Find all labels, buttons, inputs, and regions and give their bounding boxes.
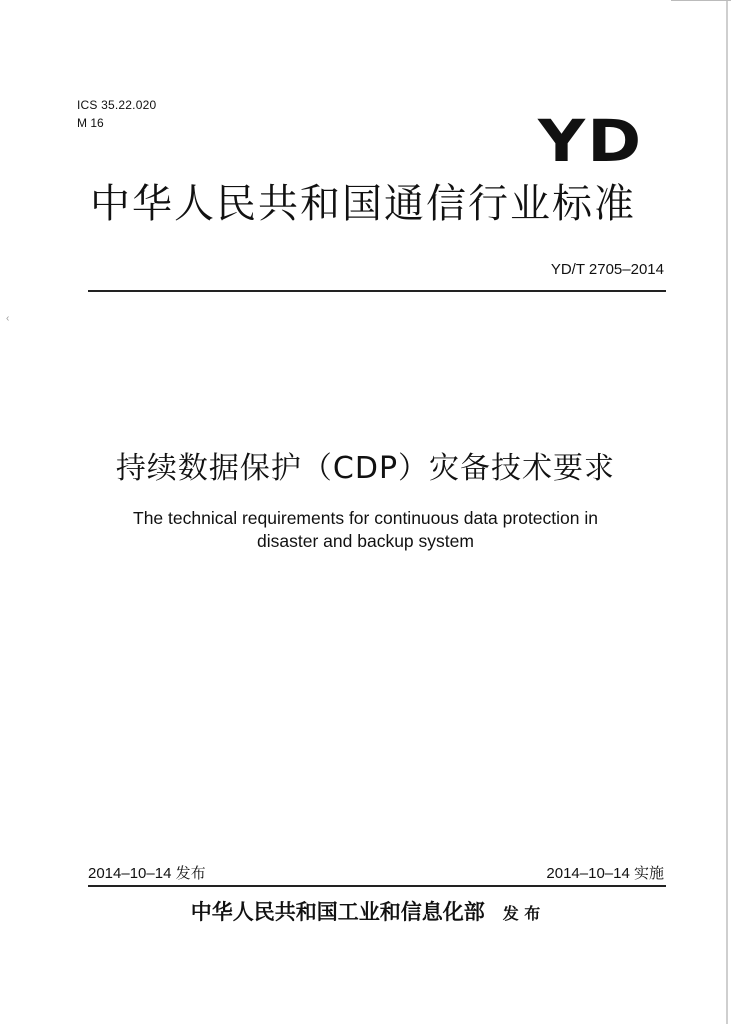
standard-number: YD/T 2705–2014	[550, 261, 664, 278]
yd-logo: YD	[538, 107, 644, 175]
document-title-chinese: 持续数据保护（CDP）灾备技术要求	[115, 451, 616, 486]
implementation-date: 2014–10–14 实施	[546, 865, 664, 882]
header-divider	[88, 290, 666, 292]
page-edge-mark	[671, 0, 731, 1]
english-title-line-1: The technical requirements for continuous data protection in	[133, 508, 598, 528]
scan-mark: ‹	[6, 313, 10, 324]
footer-divider	[88, 885, 666, 887]
issue-date: 2014–10–14 发布	[88, 865, 206, 882]
industry-standard-title: 中华人民共和国通信行业标准	[90, 181, 636, 227]
publisher-label: 发 布	[502, 904, 541, 923]
publisher-name: 中华人民共和国工业和信息化部	[190, 899, 485, 924]
classification-code: M 16	[77, 116, 104, 130]
english-title-line-2: disaster and backup system	[257, 531, 474, 551]
publisher	[0, 896, 731, 926]
page-edge	[726, 0, 728, 1024]
document-title-english	[80, 507, 651, 553]
ics-code: ICS 35.22.020	[77, 98, 157, 112]
